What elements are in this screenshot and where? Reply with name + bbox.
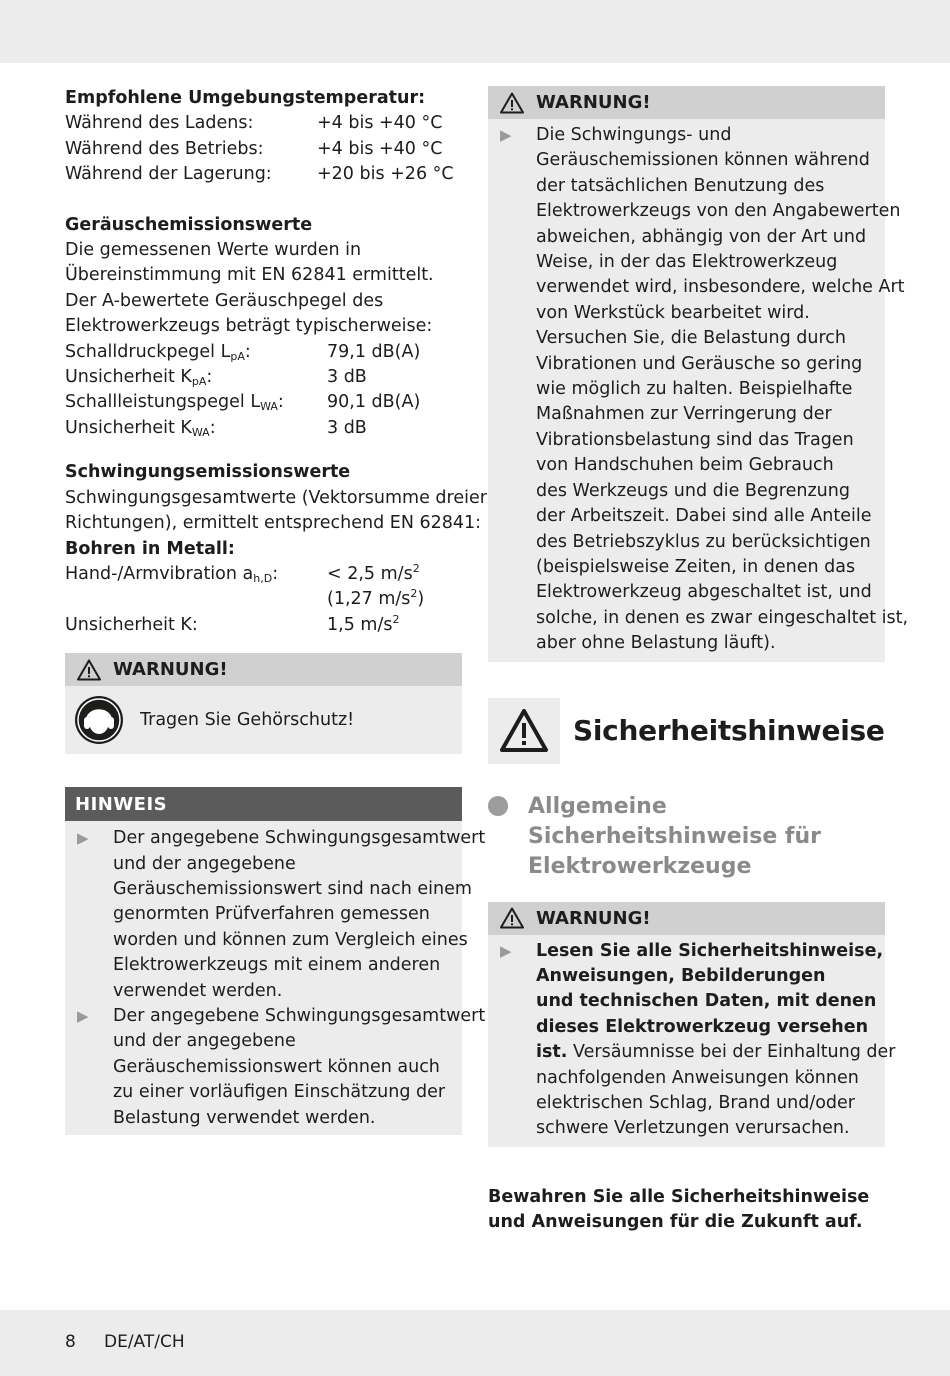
text-line: und technischen Daten, mit denen xyxy=(536,991,877,1012)
text-line: der Arbeitszeit. Dabei sind alle Anteile xyxy=(536,506,872,527)
list-item xyxy=(488,123,909,657)
text-line: Elektrowerkzeugs mit einem anderen xyxy=(113,955,441,976)
country-codes: DE/AT/CH xyxy=(104,1332,185,1352)
list-item-text xyxy=(113,826,485,1004)
vibration-subheading: Bohren in Metall: xyxy=(65,538,235,559)
text-line: Vibrationsbelastung sind das Tragen xyxy=(536,429,854,450)
page-number: 8 xyxy=(65,1332,76,1352)
noise-label: Unsicherheit $K_{pA}$: xyxy=(65,367,213,389)
hinweis-box xyxy=(65,787,486,1135)
left-column xyxy=(65,86,487,1135)
text-line: Die gemessenen Werte wurden in xyxy=(65,240,362,261)
list-item-text xyxy=(113,1004,485,1131)
text-line: Übereinstimmung mit EN 62841 ermittelt. xyxy=(65,265,434,286)
vibration-hand-row-2: (1,27 $m/s^2$) xyxy=(327,587,425,610)
subtitle-line: Elektrowerkzeuge xyxy=(528,853,752,879)
text-line: zu einer vorläufigen Einschätzung der xyxy=(113,1082,446,1103)
bullet-arrow-icon: ▶ xyxy=(77,1006,89,1025)
noise-value: 90,1 dB(A) xyxy=(327,392,421,413)
text-line: Belastung verwendet werden. xyxy=(113,1107,376,1128)
warning-header xyxy=(488,902,885,935)
bullet-arrow-icon: ▶ xyxy=(500,941,512,960)
noise-row xyxy=(65,340,462,365)
temperature-label: Während des Ladens: xyxy=(65,113,254,134)
noise-label: Schallleistungspegel $L_{WA}$: xyxy=(65,392,284,414)
page-footer-bar xyxy=(0,1310,950,1376)
text-line: worden und können zum Vergleich eines xyxy=(113,929,468,950)
warning-triangle-icon xyxy=(500,907,524,929)
text-line: Geräuschemissionswert können auch xyxy=(113,1056,440,1077)
temperature-value: +20 bis +26 °C xyxy=(317,164,454,185)
text-line: dieses Elektrowerkzeug versehen xyxy=(536,1016,869,1037)
noise-heading: Geräuschemissionswerte xyxy=(65,214,313,235)
bullet-arrow-icon: ▶ xyxy=(500,126,512,144)
vibration-heading: Schwingungsemissionswerte xyxy=(65,462,351,483)
bullet-dot-icon xyxy=(488,796,508,816)
text-line: und Anweisungen für die Zukunft auf. xyxy=(488,1212,863,1233)
subtitle-line: Sicherheitshinweise für xyxy=(528,823,822,849)
text-line: Der A-bewertete Geräuschpegel des xyxy=(65,290,384,311)
vibration-uncertainty-row: Unsicherheit K: 1,5 $m/s^2$ xyxy=(65,612,400,635)
text-line: solche, in denen es zwar eingeschaltet ist, xyxy=(536,607,909,628)
noise-row xyxy=(65,416,462,441)
text-line: Elektrowerkzeug abgeschaltet ist, und xyxy=(536,582,872,603)
text-line: Geräuschemissionen können während xyxy=(536,150,870,171)
temperature-label: Während des Betriebs: xyxy=(65,138,264,159)
text-line: Der angegebene Schwingungsgesamtwert xyxy=(113,1005,486,1026)
text-line: des Betriebszyklus zu berücksichtigen xyxy=(536,531,871,552)
text-line: Elektrowerkzeugs beträgt typischerweise: xyxy=(65,316,433,337)
text-line: Maßnahmen zur Verringerung der xyxy=(536,404,832,425)
text-line: Lesen Sie alle Sicherheitshinweise, xyxy=(536,940,884,961)
temperature-value: +4 bis +40 °C xyxy=(317,113,443,134)
warning-triangle-large-icon xyxy=(499,708,549,753)
text-line: wie möglich zu halten. Beispielhafte xyxy=(536,379,853,400)
subtitle-line: Allgemeine xyxy=(528,793,667,819)
noise-label: Unsicherheit $K_{WA}$: xyxy=(65,417,216,439)
text-line: Vibrationen und Geräusche so gering xyxy=(536,353,863,374)
warning-title: WARNUNG! xyxy=(536,92,651,113)
text-line: ist. Versäumnisse bei der Einhaltung der xyxy=(536,1042,896,1063)
text-line: schwere Verletzungen verursachen. xyxy=(536,1118,850,1139)
safety-subheading xyxy=(488,792,885,882)
text-line: Schwingungsgesamtwerte (Vektorsumme dreier xyxy=(65,487,487,508)
safety-title: Sicherheitshinweise xyxy=(573,714,885,748)
text-line: von Handschuhen beim Gebrauch xyxy=(536,455,834,476)
list-item xyxy=(488,939,896,1142)
text-line: Bewahren Sie alle Sicherheitshinweise xyxy=(488,1186,870,1207)
text-line: des Werkzeugs und die Begrenzung xyxy=(536,480,850,501)
text-line: (beispielsweise Zeiten, in denen das xyxy=(536,556,856,577)
right-column xyxy=(488,86,909,1236)
vibration-intro xyxy=(65,486,487,537)
warning-ear-text: Tragen Sie Gehörschutz! xyxy=(140,710,355,731)
warning-title: WARNUNG! xyxy=(113,659,228,681)
vibration-hand-row: Hand-/Armvibration $a_{h,D}$: < 2,5 $m/s^2$ xyxy=(65,561,420,585)
warning-triangle-icon xyxy=(77,659,101,681)
page-header-bar xyxy=(0,0,950,63)
text-line: Versuchen Sie, die Belastung durch xyxy=(536,328,846,349)
noise-row xyxy=(65,390,462,415)
text-line: von Werkstück bearbeitet wird. xyxy=(536,302,810,323)
noise-intro xyxy=(65,238,462,340)
list-item xyxy=(65,1004,486,1131)
text-line: Weise, in der das Elektrowerkzeug xyxy=(536,252,838,273)
safety-section-header xyxy=(488,698,885,764)
noise-value: 3 dB xyxy=(327,367,367,388)
hinweis-header: HINWEIS xyxy=(65,787,462,821)
text-line: nachfolgenden Anweisungen können xyxy=(536,1067,859,1088)
warning-ear-protection-box xyxy=(65,653,462,754)
text-line: elektrischen Schlag, Brand und/oder xyxy=(536,1092,855,1113)
text-line: verwendet werden. xyxy=(113,980,283,1001)
text-line: aber ohne Belastung läuft). xyxy=(536,633,776,654)
temperature-table xyxy=(65,111,462,187)
text-line: Die Schwingungs- und xyxy=(536,125,732,145)
warning-general-box xyxy=(488,902,896,1147)
warning-header xyxy=(488,86,885,119)
closing-note xyxy=(488,1185,885,1236)
text-line: Richtungen), ermittelt entsprechend EN 62841: xyxy=(65,513,482,534)
temperature-row xyxy=(65,162,462,187)
temperature-heading: Empfohlene Umgebungstemperatur: xyxy=(65,88,426,108)
text-line: abweichen, abhängig von der Art und xyxy=(536,226,867,247)
text-line: und der angegebene xyxy=(113,1031,296,1052)
noise-value: 3 dB xyxy=(327,417,367,438)
temperature-value: +4 bis +40 °C xyxy=(317,138,443,159)
temperature-row xyxy=(65,111,462,136)
text-line: genormten Prüfverfahren gemessen xyxy=(113,904,430,925)
text-line: Anweisungen, Bebilderungen xyxy=(536,965,826,986)
hinweis-list xyxy=(65,821,486,1135)
noise-value: 79,1 dB(A) xyxy=(327,341,421,362)
text-line: der tatsächlichen Benutzung des xyxy=(536,175,825,196)
text-line: Geräuschemissionswert sind nach einem xyxy=(113,878,472,899)
noise-row xyxy=(65,365,462,390)
warning-vibration-box xyxy=(488,86,909,662)
hearing-protection-icon xyxy=(74,695,124,745)
bullet-arrow-icon: ▶ xyxy=(77,829,89,848)
text-line: verwendet wird, insbesondere, welche Art xyxy=(536,277,905,298)
warning-triangle-icon xyxy=(500,92,524,114)
text-line: und der angegebene xyxy=(113,853,296,874)
noise-label: Schalldruckpegel $L_{pA}$: xyxy=(65,341,251,363)
temperature-label: Während der Lagerung: xyxy=(65,164,272,185)
temperature-row xyxy=(65,137,462,162)
warning-title: WARNUNG! xyxy=(536,907,651,929)
text-line: Elektrowerkzeugs von den Angabewerten xyxy=(536,201,901,222)
noise-table xyxy=(65,340,462,442)
warning-header xyxy=(65,653,462,686)
list-item xyxy=(65,826,486,1004)
text-line: Der angegebene Schwingungsgesamtwert xyxy=(113,828,486,849)
